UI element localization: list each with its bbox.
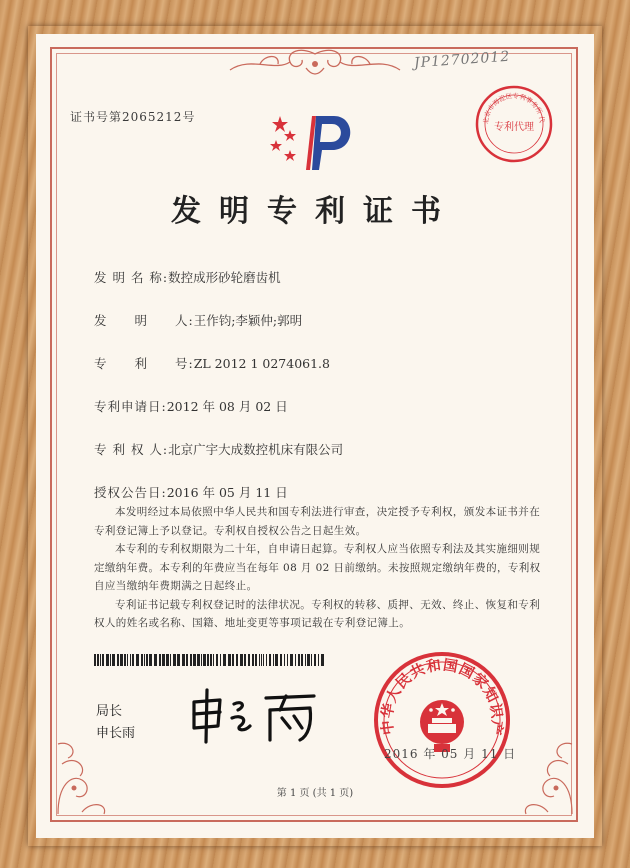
field-grant-date	[94, 483, 288, 501]
field-label: 专 利 权 人:	[94, 442, 169, 457]
field-label: 专利申请日:	[94, 399, 167, 414]
certificate-title: 发明专利证书	[171, 194, 459, 229]
barcode	[94, 654, 326, 666]
director-title: 局长	[96, 704, 123, 719]
certificate-number: 证书号第2065212号	[70, 110, 196, 124]
agency-stamp-text: 北京市海淀区专利事务所 代	[481, 91, 547, 125]
agency-stamp	[474, 84, 554, 164]
national-seal-icon	[372, 650, 512, 790]
field-value: ZL 2012 1 0274061.8	[193, 356, 330, 371]
field-patent-number	[94, 354, 330, 372]
director-name: 申长雨	[96, 726, 136, 741]
field-value: 2016 年 05 月 11 日	[166, 485, 288, 500]
field-patentee	[94, 440, 343, 458]
patent-office-logo	[266, 108, 362, 174]
field-value: 北京广宇大成数控机床有限公司	[168, 442, 344, 457]
seal-text: 中华人民共和国国家知识产	[379, 657, 505, 737]
field-label: 专 利 号:	[94, 356, 194, 371]
field-value: 数控成形砂轮磨齿机	[168, 270, 281, 285]
signature	[186, 688, 322, 744]
seal-date: 2016 年 05 月 11 日	[384, 747, 517, 761]
national-seal	[372, 650, 512, 790]
handwritten-number: JP12702012	[413, 48, 511, 72]
field-label: 发 明 人:	[94, 313, 194, 328]
field-inventors	[94, 311, 302, 329]
field-label: 发 明 名 称:	[94, 270, 169, 285]
field-value: 2012 年 08 月 02 日	[166, 399, 288, 414]
page-number: 第 1 页 (共 1 页)	[276, 788, 354, 799]
field-application-date	[94, 397, 288, 415]
body-paragraph: 专利证书记载专利权登记时的法律状况。专利权的转移、质押、无效、终止、恢复和专利权人的姓名或名称、国籍、地址变更等事项记载在专利登记簿上。	[94, 598, 541, 629]
agency-stamp-center: 专利代理	[494, 122, 534, 133]
field-label: 授权公告日:	[94, 485, 167, 500]
field-value: 王作钧;李颖仲;郭明	[193, 313, 303, 328]
top-ornament-icon	[220, 46, 410, 86]
field-invention-name	[94, 268, 281, 286]
body-paragraph: 本发明经过本局依照中华人民共和国专利法进行审查，决定授予专利权，颁发本证书并在专利登记簿上予以登记。专利权自授权公告之日起生效。	[94, 506, 541, 537]
certificate-body	[94, 503, 546, 633]
body-paragraph: 本专利的专利权期限为二十年，自申请日起算。专利权人应当依照专利法及其实施细则规定缴纳年费。本专利的年费应当在每年 08 月 02 日前缴纳。未按照规定缴纳年费的，专利权自应当缴纳年费期满之日起终止。	[94, 543, 541, 592]
bottom-right-ornament-icon	[518, 724, 578, 816]
